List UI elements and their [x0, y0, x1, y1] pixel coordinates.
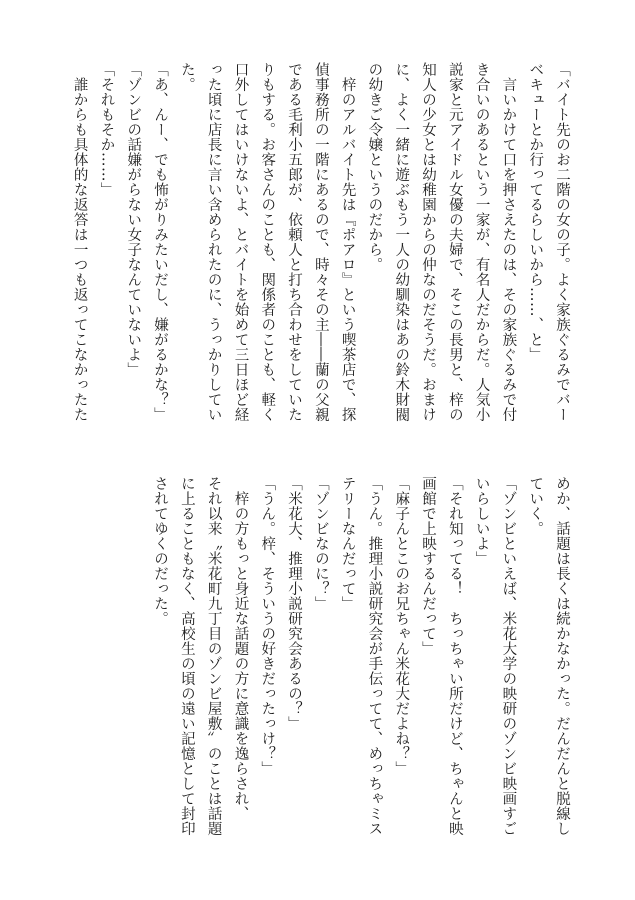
text-block-bottom — [152, 476, 575, 848]
text-line: 梓の方もっと身近な話題の方に意識を逸らされ、 — [232, 476, 249, 821]
text-line: 偵事務所の一階にあるので、時々その主――蘭の父親 — [312, 62, 329, 422]
text-line: 誰からも具体的な返答は一つも返ってこなかったた — [71, 62, 88, 422]
text-line: に、よく一緒に遊ぶもう一人の幼馴染はあの鈴木財閥 — [393, 62, 410, 422]
text-block-top — [55, 62, 575, 434]
text-line: 「麻子んとこのお兄ちゃん米花大だよね？」 — [393, 476, 410, 776]
text-line: 知人の少女とは幼稚園からの仲なのだそうだ。おまけ — [420, 62, 437, 422]
text-line: 「ゾンビなのに？」 — [312, 476, 329, 611]
text-line: ていく。 — [527, 476, 544, 536]
text-line: った頃に店長に言い含められたのに、うっかりしてい — [205, 62, 222, 422]
text-line: に上ることもなく、高校生の頃の遠い記憶として封印 — [178, 476, 195, 836]
text-line: いらしいよ」 — [473, 476, 490, 566]
text-line: た。 — [178, 62, 195, 92]
text-line: 「ゾンビの話嫌がらない女子なんていないよ」 — [125, 62, 142, 377]
text-line: 画館で上映するんだって」 — [420, 476, 437, 656]
text-line: 説家と元アイドル女優の夫婦で、そこの長男と、梓の — [446, 62, 463, 422]
text-line: されてゆくのだった。 — [152, 476, 169, 626]
text-line: めか、話題は長くは続かなかった。だんだんと脱線し — [554, 476, 570, 836]
text-line: りもする。お客さんのことも、関係者のことも、軽く — [259, 62, 276, 422]
text-line: 「うん。推理小説研究会が手伝ってて、めっちゃミス — [366, 476, 383, 836]
text-line: 「うん。梓、そういうの好きだったっけ？」 — [259, 476, 276, 776]
text-line: ベキューとか行ってるらしいから……、と」 — [527, 62, 544, 362]
text-line: 口外してはいけないよ、とバイトを始めて三日ほど経 — [232, 62, 249, 422]
text-line: 梓のアルバイト先は『ポアロ』という喫茶店で、探 — [339, 62, 356, 422]
text-line: テリーなんだって」 — [339, 476, 356, 611]
text-line: 「あ、んー、でも怖がりみたいだし、嫌がるかな？」 — [152, 62, 169, 422]
text-line: 「バイト先のお二階の女の子。よく家族ぐるみでバー — [554, 62, 570, 422]
text-line: 「それもそか……」 — [98, 62, 115, 197]
text-line: 「ゾンビといえば、米花大学の映研のゾンビ映画すご — [500, 476, 517, 836]
text-line: 「それ知ってる！ ちっちゃい所だけど、ちゃんと映 — [446, 476, 463, 836]
text-line: き合いのあるという一家が、有名人だからだ。人気小 — [473, 62, 490, 422]
text-line: 「米花大、推理小説研究会あるの？」 — [286, 476, 303, 731]
text-line: 言いかけて口を押さえたのは、その家族ぐるみで付 — [500, 62, 517, 422]
text-line: である毛利小五郎が、依頼人と打ち合わせをしていた — [286, 62, 303, 422]
text-line: の幼きご令嬢というのだから。 — [366, 62, 383, 272]
text-line: それ以来〝米花町九丁目のゾンビ屋敷〟のことは話題 — [205, 476, 222, 836]
